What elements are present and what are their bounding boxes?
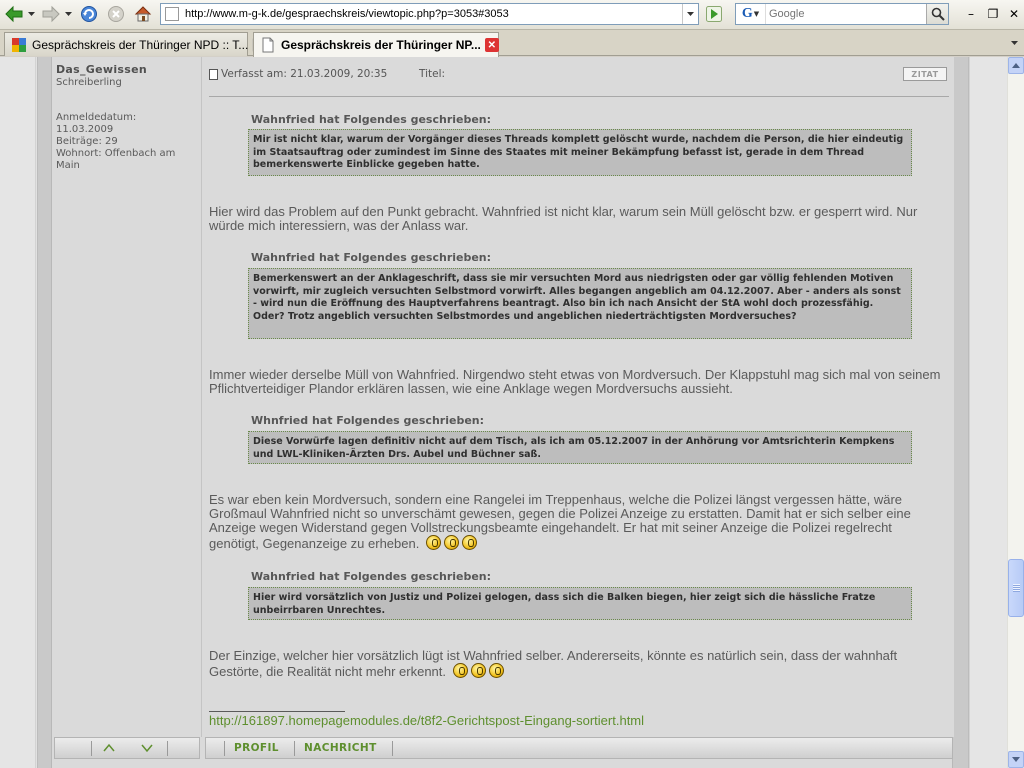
post-body [203, 57, 954, 737]
quote-box: Bemerkenswert an der Anklageschrift, dass sie mir versuchten Mord aus niedrigsten oder gar völlig fehlenden Motiven vorwirft, mir zugleich versuchten Selbstmord vorwirft. Alles begangen angeblich am 04.12.2007. Aber - anders als sonst - wird nun die Eröffnung des Hauptverfahrens beantragt. Also bin ich nach Ansicht der StA wohl doch prozessfähig. Oder? Trotz angeblich versuchten Selbstmordes und angeblichen niederträchtigsten Mordversuches? [248, 268, 912, 339]
tab-bar [0, 30, 1024, 56]
forward-history-dropdown[interactable] [63, 4, 73, 24]
back-history-dropdown[interactable] [26, 4, 36, 24]
quote-author: Wahnfried hat Folgendes geschrieben: [251, 251, 492, 264]
idea-smiley-icon [489, 663, 504, 678]
scrollbar-thumb[interactable] [1008, 559, 1024, 617]
author-joined-date: 11.03.2009 [56, 124, 114, 135]
google-favicon-icon [11, 37, 27, 53]
close-tab-icon[interactable]: ✕ [485, 38, 499, 52]
post-date: Verfasst am: 21.03.2009, 20:35 [221, 68, 388, 80]
google-icon: G [741, 6, 753, 21]
search-input[interactable] [766, 8, 926, 20]
page-margin-right [969, 57, 1007, 768]
search-button[interactable] [926, 4, 948, 24]
back-arrow-icon [5, 6, 23, 22]
dropdown-arrow-icon [687, 12, 694, 16]
quote-box: Hier wird vorsätzlich von Justiz und Polizei gelogen, dass sich die Balken biegen, hier zeigt sich die hässliche Fratze unbeirrbaren Unrechtes. [248, 587, 912, 620]
quote-author: Whnfried hat Folgendes geschrieben: [251, 414, 485, 427]
idea-smiley-icon [426, 535, 441, 550]
author-joined-label: Anmeldedatum: [56, 112, 137, 123]
post-nav-bar [54, 737, 200, 759]
arrow-up-icon [103, 744, 115, 752]
author-post-count: Beiträge: 29 [56, 136, 118, 147]
post-paragraph-text: Der Einzige, welcher hier vorsätzlich lügt ist Wahnfried selber. Andererseits, könnte es natürlich sein, dass der wahnhaft Gestörte, die Realität nicht mehr erkennt. [209, 648, 898, 679]
arrow-up-icon [1012, 63, 1020, 68]
maximize-button[interactable]: ❐ [987, 7, 999, 21]
idea-smiley-icon [471, 663, 486, 678]
post-paragraph [209, 493, 943, 551]
tab-forum-1[interactable] [4, 32, 248, 56]
vertical-scrollbar[interactable] [1007, 57, 1024, 768]
home-button[interactable] [133, 4, 153, 24]
post-paragraph-text: Es war eben kein Mordversuch, sondern eine Rangelei im Treppenhaus, welche die Polizei längst vergessen hätte, wäre Großmaul Wahnfried nicht so unverschämt gewesen, gegen die Polizei Anzeige zu erstatten. Damit hat er sich selber eine Anzeige wegen Widerstand gegen Vollstreckungsbeamte eingehandelt. Er hat mit seiner Anzeige die Polizei regelrecht genötigt, Gegenanzeige zu erheben. [209, 492, 911, 551]
post-icon [209, 69, 218, 80]
dropdown-arrow-icon [1011, 41, 1018, 45]
signature-divider [209, 711, 345, 712]
scroll-up-button[interactable] [1008, 57, 1024, 74]
separator [224, 741, 225, 756]
quote-author: Wahnfried hat Folgendes geschrieben: [251, 113, 492, 126]
home-icon [134, 5, 152, 23]
forward-arrow-icon [42, 6, 60, 22]
author-name[interactable]: Das_Gewissen [56, 63, 148, 76]
quote-box: Mir ist nicht klar, warum der Vorgänger dieses Threads komplett gelöscht wurde, nachdem die Person, die hier eindeutig im Staatsauftrag oder zumindest im Sinne des Staates mit meiner Bekämpfung befasst ist, gerade in dem Thread bemerkenswerte Einblicke gegeben hatte. [248, 129, 912, 176]
divider [209, 96, 949, 97]
reload-button[interactable] [79, 4, 99, 24]
url-text[interactable]: http://www.m-g-k.de/gespraechskreis/viewtopic.php?p=3053#3053 [185, 8, 509, 20]
message-button[interactable]: NACHRICHT [304, 742, 377, 754]
post-paragraph [209, 649, 943, 679]
separator [91, 741, 92, 756]
idea-smiley-icon [453, 663, 468, 678]
quote-box: Diese Vorwürfe lagen definitiv nicht auf dem Tisch, als ich am 05.12.2007 in der Anhörung vor Amtsrichterin Kempkens und LWL-Kliniken-Ärzten Drs. Aubel und Büchner saß. [248, 431, 912, 464]
tab-title: Gesprächskreis der Thüringer NPD :: T... [32, 37, 249, 52]
search-box [735, 3, 949, 25]
post-header [209, 67, 949, 97]
dropdown-arrow-icon [28, 12, 35, 16]
search-engine-selector[interactable] [736, 4, 766, 24]
arrow-down-icon [141, 744, 153, 752]
arrow-down-icon [1012, 757, 1020, 762]
go-button[interactable] [703, 4, 725, 24]
page-icon [165, 7, 179, 21]
author-rank: Schreiberling [56, 77, 122, 88]
post-table [51, 57, 953, 768]
forward-button[interactable] [40, 4, 62, 24]
page-icon [260, 37, 276, 53]
go-arrow-icon [706, 6, 722, 22]
post-actions-bar [205, 737, 953, 759]
scroll-to-top-button[interactable] [101, 742, 117, 754]
close-window-button[interactable]: ✕ [1008, 7, 1020, 21]
magnifier-icon [931, 7, 945, 21]
post-title-label: Titel: [419, 68, 446, 80]
reload-icon [80, 5, 98, 23]
tab-forum-2-active[interactable] [253, 32, 499, 57]
minimize-button[interactable]: – [968, 7, 974, 21]
author-location: Wohnort: Offenbach am Main [56, 148, 176, 171]
tab-title: Gesprächskreis der Thüringer NP... [281, 38, 481, 52]
post-paragraph: Hier wird das Problem auf den Punkt gebracht. Wahnfried ist nicht klar, warum sein Müll gelöscht bzw. er gesperrt wird. Nur würde mich interessiern, was der Anlass war. [209, 204, 918, 233]
idea-smiley-icon [444, 535, 459, 550]
dropdown-arrow-icon: ▼ [753, 10, 760, 18]
address-bar[interactable] [160, 3, 699, 25]
separator [294, 741, 295, 756]
back-button[interactable] [3, 4, 25, 24]
stop-button[interactable] [106, 4, 126, 24]
separator [167, 741, 168, 756]
dropdown-arrow-icon [65, 12, 72, 16]
post-author-panel [52, 57, 202, 737]
tab-list-dropdown[interactable] [1007, 36, 1021, 50]
separator [392, 741, 393, 756]
profile-button[interactable]: PROFIL [234, 742, 279, 754]
navigation-toolbar [0, 0, 1024, 30]
post-paragraph: Immer wieder derselbe Müll von Wahnfried. Nirgendwo steht etwas von Mordversuch. Der Klappstuhl mag sich mal von seinem Pflichtverteidiger Plandor erklären lassen, wie eine Anklage wegen Mordversuchs aussieht. [209, 367, 941, 396]
url-history-dropdown[interactable] [682, 4, 698, 24]
page-viewport [0, 57, 1007, 768]
signature-link[interactable]: http://161897.homepagemodules.de/t8f2-Gerichtspost-Eingang-sortiert.html [209, 713, 645, 728]
scroll-to-bottom-button[interactable] [139, 742, 155, 754]
quote-author: Wahnfried hat Folgendes geschrieben: [251, 570, 492, 583]
idea-smiley-icon [462, 535, 477, 550]
page-margin-left [0, 57, 36, 768]
quote-button[interactable]: ZITAT [903, 67, 947, 81]
scroll-down-button[interactable] [1008, 751, 1024, 768]
stop-icon [107, 5, 125, 23]
